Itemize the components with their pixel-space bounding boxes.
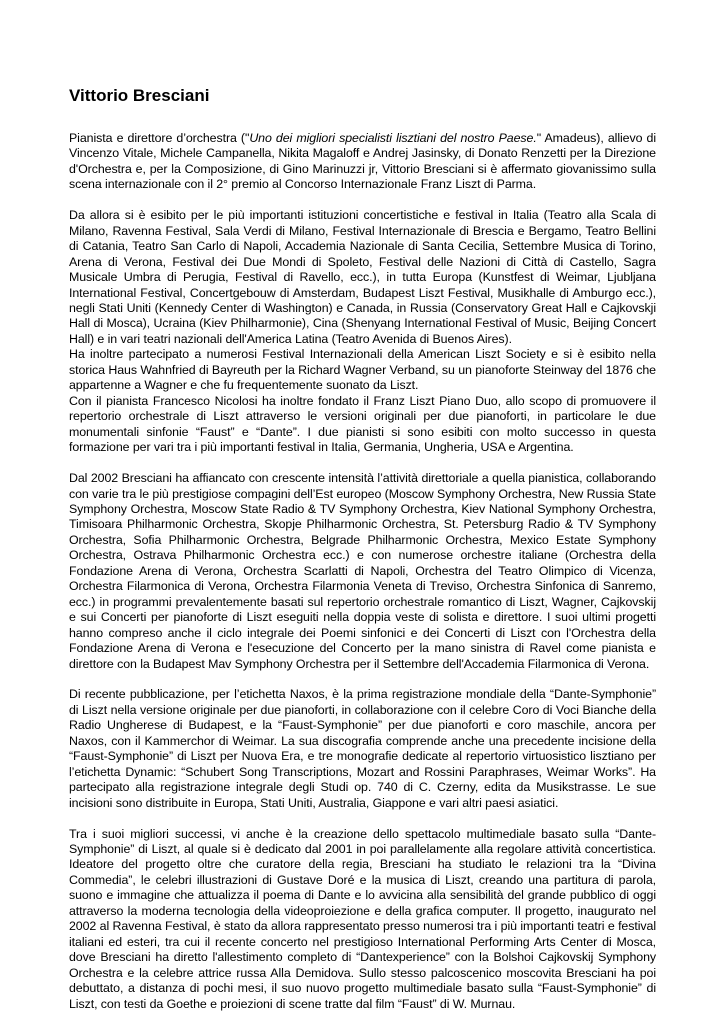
paragraph-discography: Di recente pubblicazione, per l’etichetta Naxos, è la prima registrazione mondiale della “Dante-Symphonie” di Liszt nella versione originale per due pianoforti, in collaborazione con il celebre Coro di Voci Bianche della Radio Ungherese di Budapest, e la “Faust-Symphonie” per due pianoforti e coro maschile, ancora per Naxos, con il Kammerchor di Weimar. La sua discografia comprende anche una precedente incisione della “Faust-Symphonie” di Liszt per Nuova Era, e tre monografie dedicate al repertorio virtuosistico lisztiano per l’etichetta Dynamic: “Schubert Song Transcriptions, Mozart and Rossini Paraphrases, Weimar Works”. Ha partecipato alla registrazione integrale degli Studi op. 740 di C. Czerny, edita da Musikstrasse. Le sue incisioni sono distribuite in Europa, Stati Uniti, Australia, Giappone e vari altri paesi asiatici. [69, 687, 656, 810]
paragraph-multimedia: Tra i suoi migliori successi, vi anche è la creazione dello spettacolo multimediale basato sulla “Dante-Symphonie” di Liszt, al quale si è dedicato dal 2001 in poi parallelamente alla regolare attività concertistica. Ideatore del progetto oltre che curatore della regia, Bresciani ha studiato le relazioni tra la “Divina Commedia”, le celebri illustrazioni di Gustave Doré e la musica di Liszt, creando una partitura di parola, suono e immagine che attualizza il poema di Dante e lo avvicina alla sensibilità del grande pubblico di oggi attraverso la moderna tecnologia della videoproiezione e della grafica computer. Il progetto, inaugurato nel 2002 al Ravenna Festival, è stato da allora rappresentato presso numerosi tra i più importanti teatri e festival italiani ed esteri, tra cui il recente concerto nel prestigioso International Performing Arts Center di Mosca, dove Bresciani ha diretto l'allestimento completo di “Dantexperience” con la Bolshoi Cajkovskij Symphony Orchestra e la celebre attrice russa Alla Demidova. Sullo stesso palcoscenico moscovita Bresciani ha poi debuttato, a distanza di pochi mesi, il suo nuovo progetto multimediale basato sulla “Faust-Symphonie” di Liszt, con testi da Goethe e proiezioni di scene tratte dal film “Faust” di W. Murnau. [69, 826, 656, 1011]
paragraph-performances: Da allora si è esibito per le più importanti istituzioni concertistiche e festival in Italia (Teatro alla Scala di Milano, Ravenna Festival, Sala Verdi di Milano, Festival Internazionale di Brescia e Bergamo, Teatro Bellini di Catania, Teatro San Carlo di Napoli, Accademia Nazionale di Santa Cecilia, Settembre Musica di Torino, Arena di Verona, Festival dei Due Mondi di Spoleto, Festival delle Nazioni di Città di Castello, Sagra Musicale Umbra di Perugia, Festival di Ravello, ecc.), in tutta Europa (Kunstfest di Weimar, Ljubljana International Festival, Concertgebouw di Amsterdam, Budapest Liszt Festival, Musikhalle di Amburgo ecc.), negli Stati Uniti (Kennedy Center di Washington) e Canada, in Russia (Conservatory Great Hall e Cajkovskji Hall di Mosca), Ucraina (Kiev Philharmonie), Cina (Shenyang International Festival of Music, Beijing Concert Hall) e in vari teatri nazionali dell'America Latina (Teatro Avenida di Buenos Aires). [69, 208, 656, 346]
paragraph-festivals: Ha inoltre partecipato a numerosi Festival Internazionali della American Liszt Society e si è esibito nella storica Haus Wahnfried di Bayreuth per la Richard Wagner Verband, su un pianoforte Steinway del 1876 che appartenne a Wagner e che fu frequentemente suonato da Liszt. [69, 347, 656, 393]
document-body [69, 131, 656, 1028]
paragraph-intro [69, 131, 656, 193]
paragraph-conducting: Dal 2002 Bresciani ha affiancato con crescente intensità l’attività direttoriale a quella pianistica, collaborando con varie tra le più prestigiose compagini dell’Est europeo (Moscow Symphony Orchestra, New Russia State Symphony Orchestra, Moscow State Radio & TV Symphony Orchestra, Kiev National Symphony Orchestra, Timisoara Philharmonic Orchestra, Skopje Philharmonic Orchestra, St. Petersburg Radio & TV Symphony Orchestra, Sofia Philharmonic Orchestra, Belgrade Philharmonic Orchestra, Mexico Estate Symphony Orchestra, Ostrava Philharmonic Orchestra ecc.) e con numerose orchestre italiane (Orchestra della Fondazione Arena di Verona, Orchestra Scarlatti di Napoli, Orchestra del Teatro Olimpico di Vicenza, Orchestra Filarmonica di Verona, Orchestra Filarmonia Veneta di Treviso, Orchestra Sinfonica di Sanremo, ecc.) in programmi prevalentemente basati sul repertorio orchestrale romantico di Liszt, Wagner, Cajkovskij e sui Concerti per pianoforte di Liszt eseguiti nella doppia veste di solista e direttore. I suoi ultimi progetti hanno compreso anche il ciclo integrale dei Poemi sinfonici e dei Concerti di Liszt con l'Orchestra della Fondazione Arena di Verona e l'esecuzione del Concerto per la mano sinistra di Ravel come pianista e direttore con la Budapest Mav Symphony Orchestra per il Settembre dell'Accademia Filarmonica di Verona. [69, 471, 656, 671]
intro-quote: Uno dei migliori specialisti lisztiani del nostro Paese. [249, 131, 537, 145]
intro-text-start: Pianista e direttore d’orchestra (" [69, 131, 250, 145]
intro-text-end: " Amadeus), allievo di Vincenzo Vitale, Michele Campanella, Nikita Magaloff e Andrej Jasinsky, di Donato Renzetti per la Direzione d'Orchestra e, per la Composizione, di Gino Marinuzzi jr, Vittorio Bresciani si è affermato giovanissimo sulla scena internazionale con il 2° premio al Concorso Internazionale Franz Liszt di Parma. [69, 131, 657, 192]
page-title: Vittorio Bresciani [69, 86, 210, 105]
paragraph-piano-duo: Con il pianista Francesco Nicolosi ha inoltre fondato il Franz Liszt Piano Duo, allo scopo di promuovere il repertorio orchestrale di Liszt attraverso le versioni originali per due pianoforti, in particolare le due monumentali sinfonie “Faust” e “Dante”. I due pianisti si sono esibiti con molto successo in questa formazione per vari tra i più importanti festival in Italia, Germania, Ungheria, USA e Argentina. [69, 393, 656, 455]
